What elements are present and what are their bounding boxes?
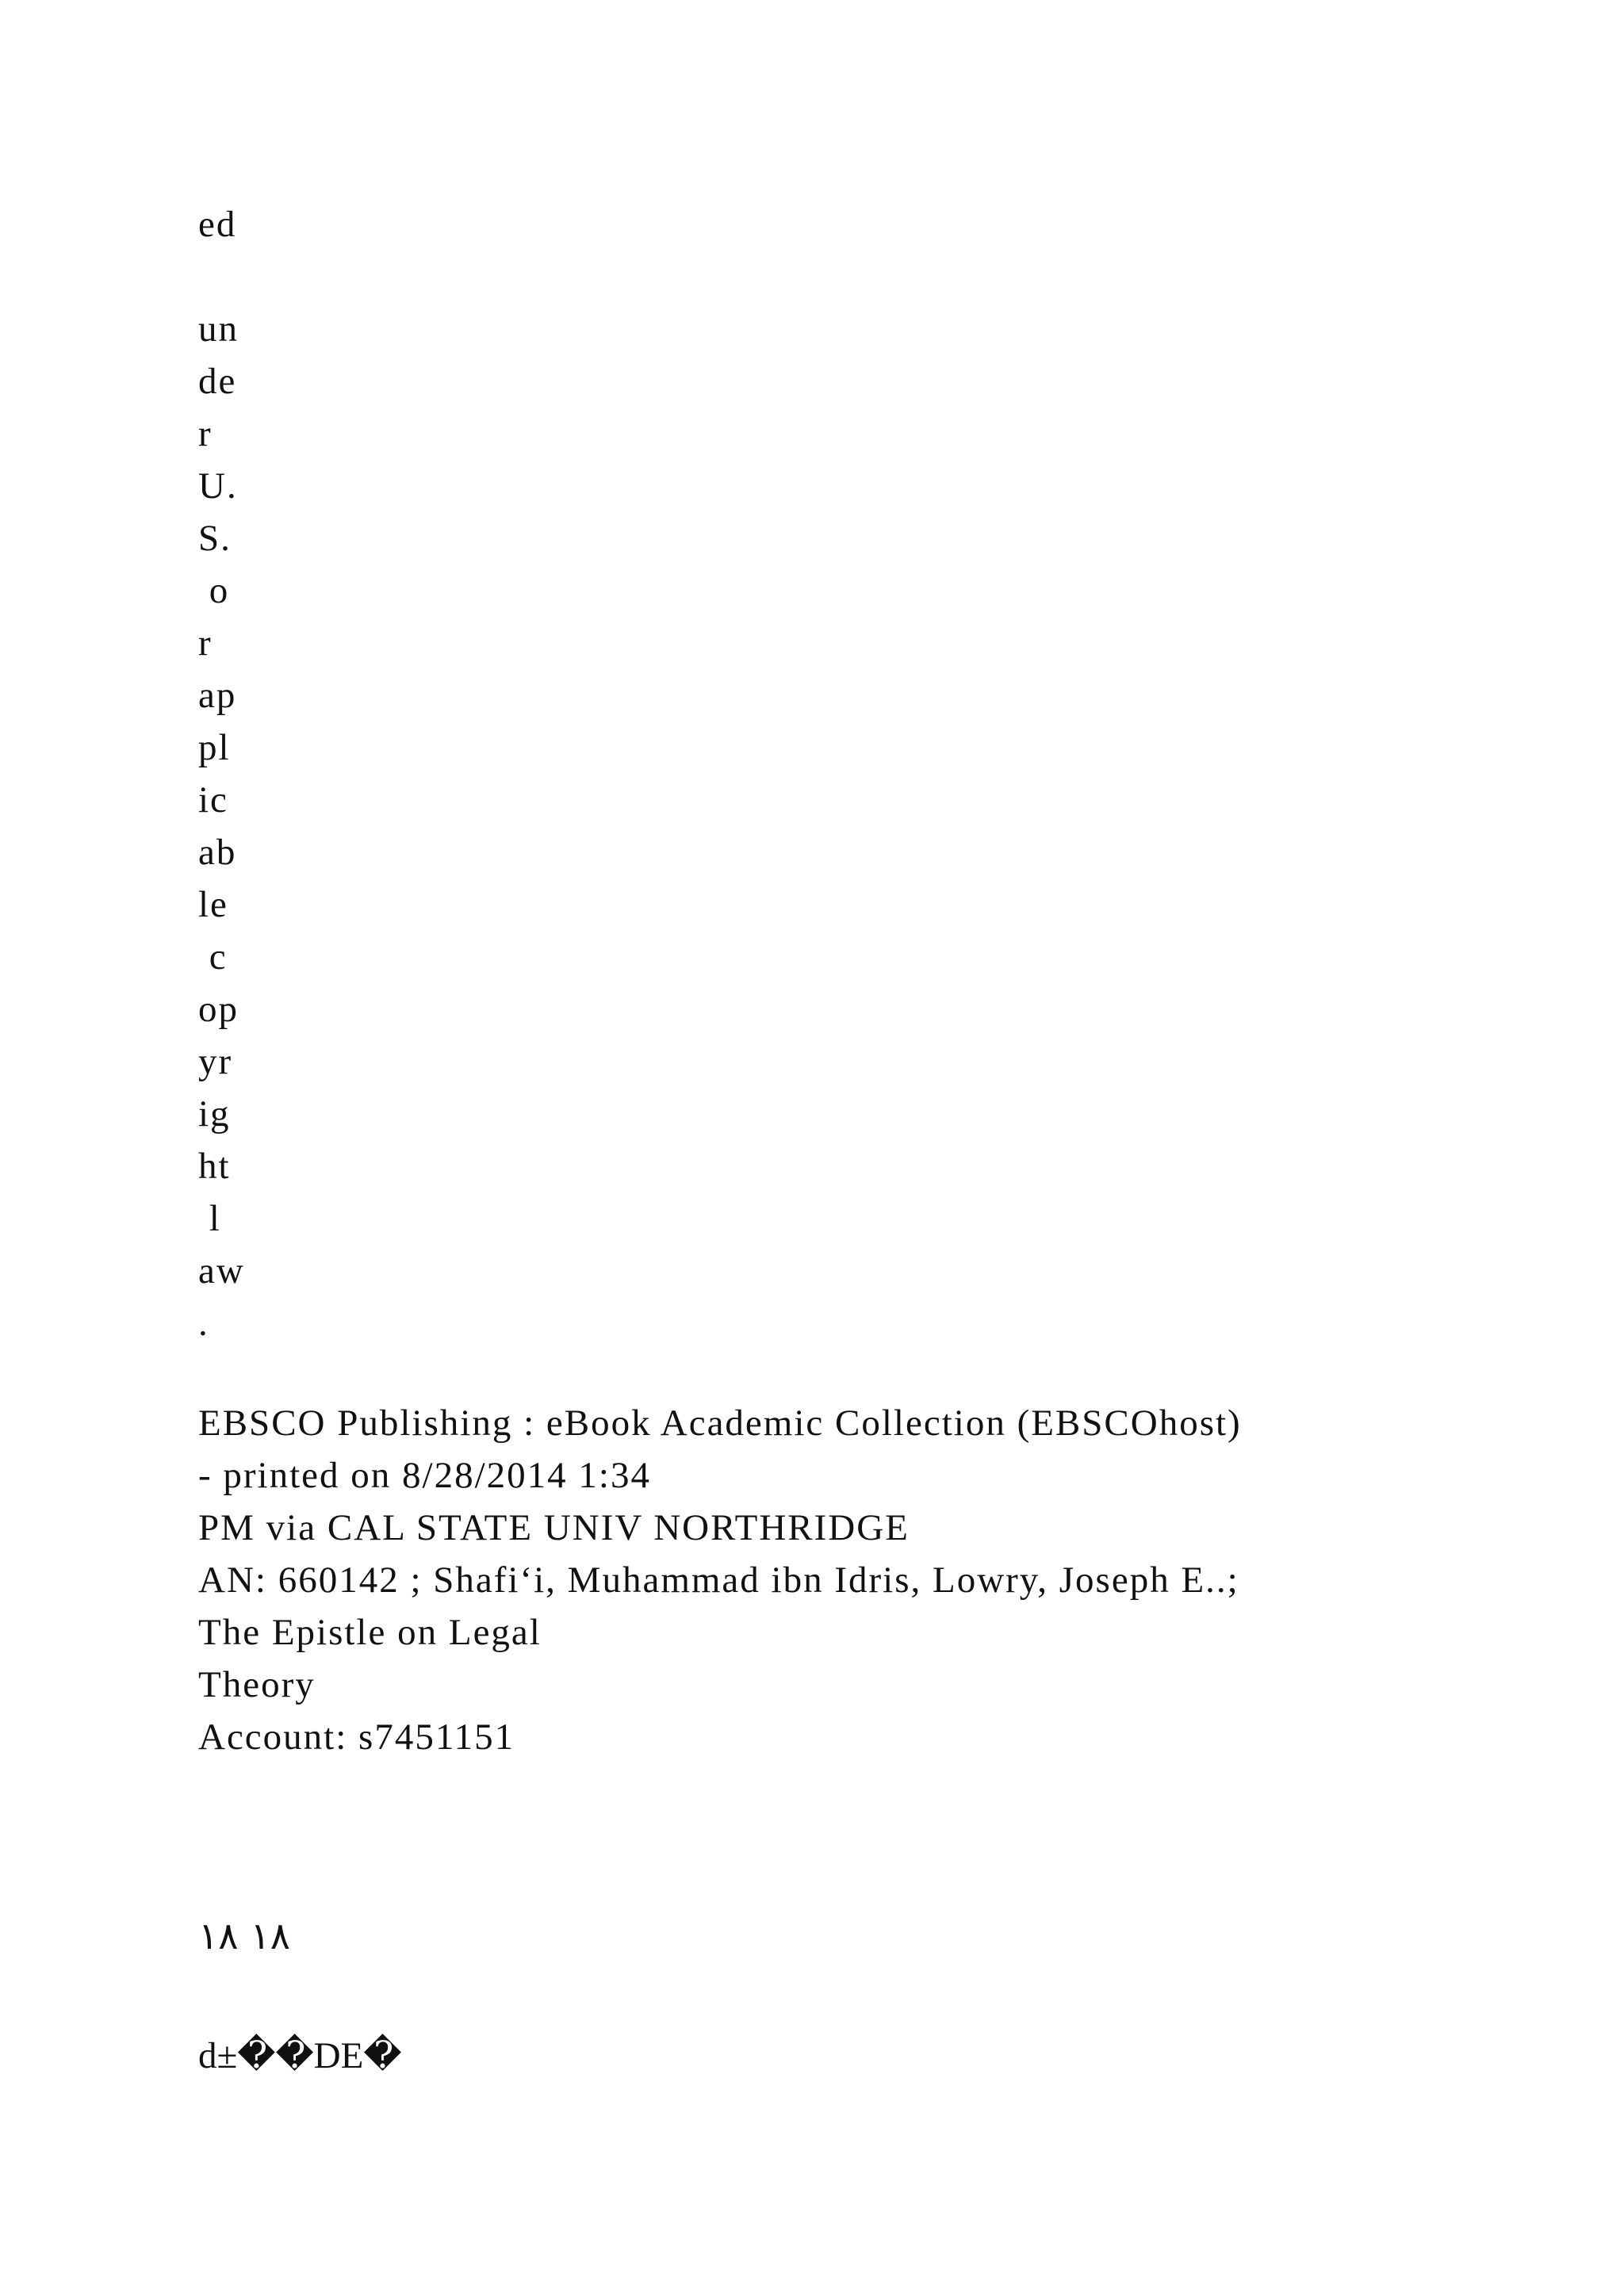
- text-fragment: ap: [198, 675, 237, 716]
- text-fragment: ht: [198, 1146, 231, 1187]
- text-fragment: r: [198, 413, 213, 454]
- text-fragment: ab: [198, 832, 237, 873]
- page-number: ١٨ ١٨: [198, 1915, 290, 1958]
- citation-title-line: The Epistle on Legal: [198, 1612, 542, 1653]
- text-fragment: yr: [198, 1041, 233, 1082]
- text-fragment: op: [198, 989, 239, 1030]
- citation-authors-line: AN: 660142 ; Shafi‘i, Muhammad ibn Idris, Lowry, Joseph E..;: [198, 1559, 1239, 1601]
- text-fragment: .: [198, 1303, 209, 1344]
- text-fragment: r: [198, 622, 213, 664]
- text-fragment: U.: [198, 465, 238, 507]
- text-fragment: c: [198, 936, 228, 978]
- text-fragment: o: [198, 570, 230, 611]
- citation-institution-line: PM via CAL STATE UNIV NORTHRIDGE: [198, 1507, 910, 1548]
- text-fragment: un: [198, 308, 239, 350]
- citation-publisher-line: EBSCO Publishing : eBook Academic Collection (EBSCOhost): [198, 1402, 1242, 1444]
- text-fragment: de: [198, 361, 237, 402]
- text-fragment: aw: [198, 1250, 245, 1292]
- blank-line: [198, 251, 245, 303]
- vertical-text-fragments: [198, 198, 245, 1349]
- text-fragment: S.: [198, 518, 232, 559]
- ebsco-citation-block: [198, 1397, 1546, 1763]
- citation-title-continued-line: Theory: [198, 1664, 316, 1705]
- text-fragment: l: [198, 1198, 221, 1239]
- text-fragment: ig: [198, 1093, 231, 1135]
- garbled-text: d±��DE�: [198, 2035, 402, 2076]
- text-fragment: le: [198, 884, 228, 925]
- citation-printed-date-line: - printed on 8/28/2014 1:34: [198, 1455, 651, 1496]
- citation-account-line: Account: s7451151: [198, 1716, 515, 1758]
- text-fragment: ed: [198, 204, 237, 245]
- text-fragment: pl: [198, 727, 231, 768]
- text-fragment: ic: [198, 779, 228, 821]
